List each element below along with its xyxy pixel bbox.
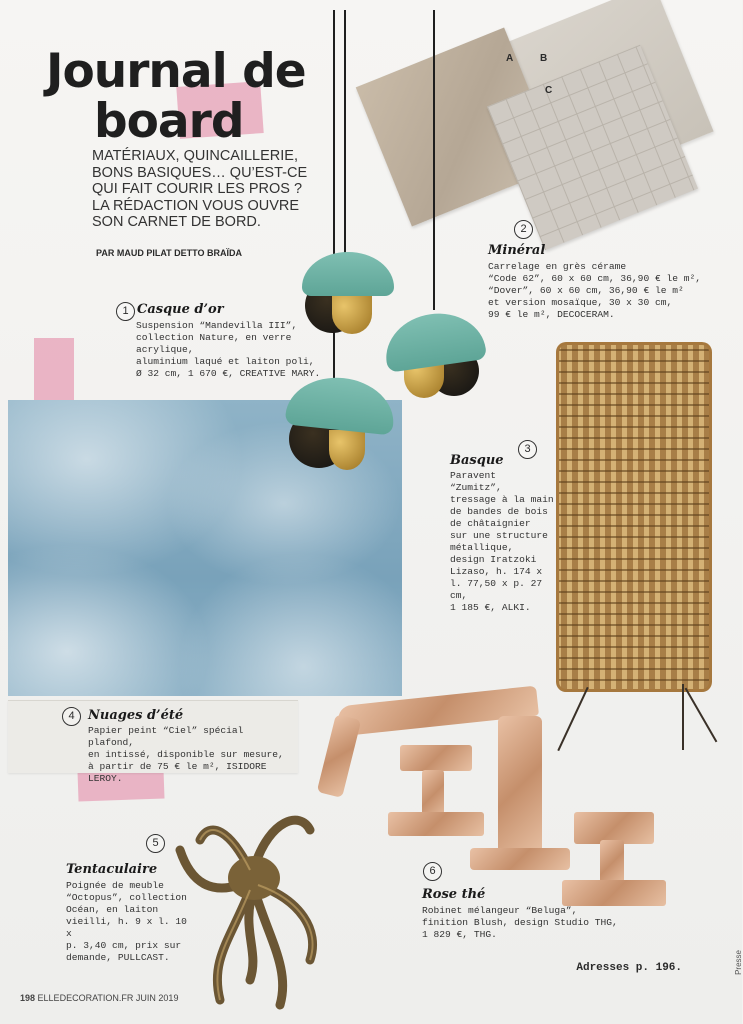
screen-leg <box>682 684 684 750</box>
description-line: “Dover”, 60 x 60 cm, 36,90 € le m² <box>488 285 684 296</box>
description-line: Océan, en laiton <box>66 904 159 915</box>
lamp-cord <box>344 10 346 260</box>
item-number-badge: 1 <box>116 302 135 321</box>
presse-label: Presse <box>734 950 743 975</box>
description-line: Suspension “Mandevilla III”, <box>136 320 298 331</box>
lamp-cord <box>433 10 435 310</box>
description-line: et version mosaïque, 30 x 30 cm, <box>488 297 673 308</box>
pendant-lamp-image <box>384 306 484 406</box>
description-line: “Octopus”, collection <box>66 892 187 903</box>
tile-label-b: B <box>540 53 548 64</box>
description-line: aluminium laqué et laiton poli, <box>136 356 315 367</box>
description-line: Robinet mélangeur “Beluga”, <box>422 905 578 916</box>
description-line: p. 3,40 cm, prix sur <box>66 940 182 951</box>
item-title: Casque d’or <box>137 302 224 317</box>
description-line: à partir de 75 € le m², ISIDORE LEROY. <box>88 761 267 784</box>
byline: PAR MAUD PILAT DETTO BRAÏDA <box>96 248 242 258</box>
item-number-badge: 4 <box>62 707 81 726</box>
description-line: design Iratzoki <box>450 554 537 565</box>
item-number-badge: 5 <box>146 834 165 853</box>
pendant-lamp-image <box>285 374 397 474</box>
tile-label-c: C <box>545 85 553 96</box>
item-description <box>136 320 336 380</box>
intro-text: MATÉRIAUX, QUINCAILLERIE, BONS BASIQUES… QU’EST-CE QUI FAIT COURIR LES PROS ? LA RÉDACTION VOUS OUVRE SON CARNET DE BORD. <box>92 148 308 230</box>
screen-leg <box>685 688 718 743</box>
description-line: 1 185 €, ALKI. <box>450 602 531 613</box>
description-line: Poignée de meuble <box>66 880 164 891</box>
item-title: Minéral <box>488 243 546 258</box>
addresses-reference: Adresses p. 196. <box>576 962 682 974</box>
description-line: 99 € le m², DECOCERAM. <box>488 309 615 320</box>
item-title: Basque <box>450 453 504 468</box>
description-line: Papier peint “Ciel” spécial plafond, <box>88 725 244 748</box>
screen-leg <box>557 687 588 751</box>
description-line: Lizaso, h. 174 x <box>450 566 543 577</box>
item-description <box>450 470 554 614</box>
description-line: collection Nature, en verre acrylique, <box>136 332 292 355</box>
footer-site: ELLEDECORATION.FR <box>37 993 134 1003</box>
item-title: Nuages d’été <box>88 708 184 723</box>
description-line: vieilli, h. 9 x l. 10 x <box>66 916 187 939</box>
description-line: de bandes de bois <box>450 506 548 517</box>
description-line: Ø 32 cm, 1 670 €, CREATIVE MARY. <box>136 368 321 379</box>
item-description <box>422 905 632 941</box>
item-number-badge: 6 <box>423 862 442 881</box>
description-line: demande, PULLCAST. <box>66 952 170 963</box>
item-description <box>66 880 196 964</box>
description-line: de châtaignier <box>450 518 531 529</box>
title-line-2: board <box>94 94 244 149</box>
title-line-1: Journal de <box>46 44 306 99</box>
description-line: “Zumitz”, <box>450 482 502 493</box>
description-line: métallique, <box>450 542 514 553</box>
description-line: finition Blush, design Studio THG, <box>422 917 618 928</box>
item-description <box>88 725 288 785</box>
description-line: l. 77,50 x p. 27 cm, <box>450 578 543 601</box>
item-description <box>488 261 708 321</box>
item-number-badge: 3 <box>518 440 537 459</box>
footer-issue: JUIN 2019 <box>135 993 179 1003</box>
item-title: Rose thé <box>422 887 486 902</box>
description-line: tressage à la main <box>450 494 554 505</box>
item-title: Tentaculaire <box>66 862 158 877</box>
description-line: Paravent <box>450 470 497 481</box>
description-line: sur une structure <box>450 530 548 541</box>
page-footer <box>20 993 178 1003</box>
description-line: “Code 62”, 60 x 60 cm, 36,90 € le m², <box>488 273 702 284</box>
description-line: Carrelage en grès cérame <box>488 261 627 272</box>
tile-label-a: A <box>506 53 514 64</box>
item-number-badge: 2 <box>514 220 533 239</box>
description-line: en intissé, disponible sur mesure, <box>88 749 284 760</box>
description-line: 1 829 €, THG. <box>422 929 497 940</box>
woven-screen-image <box>556 342 712 692</box>
page-number: 198 <box>20 993 36 1003</box>
